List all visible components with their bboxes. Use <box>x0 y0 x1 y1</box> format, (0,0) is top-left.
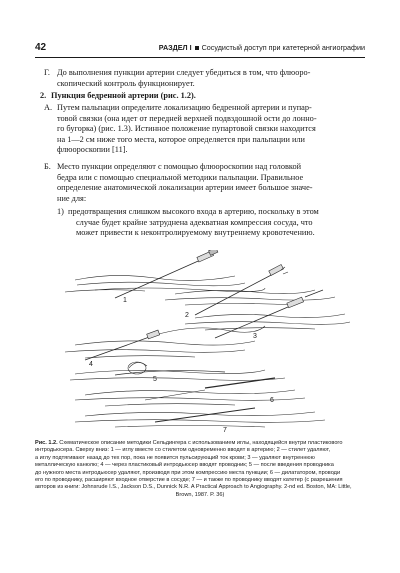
item-label: Б. <box>44 162 51 171</box>
figure-step-4-drawing <box>65 326 265 360</box>
header-rule <box>35 57 365 58</box>
caption-lead: Рис. 1.2. <box>35 440 58 446</box>
item-label: Г. <box>44 68 50 77</box>
text-line: До выполнения пункции артерии следует убедиться в том, что флюоро- <box>57 68 311 77</box>
text-line: скопический контроль функционирует. <box>57 78 195 88</box>
text-line: товой связки (она идет от передней верхней подвздошной ости до лонно- <box>57 113 317 123</box>
text-line: го бугорка) (рис. 1.3). Истинное положение пупартовой связки находится <box>57 124 316 134</box>
caption-line: авторов из книги: Johnsrude I.S., Jackson D.S., Dunnick N.R. A Practical Approach to Angiography. 2-nd ed. Boston, MA: Little, <box>35 484 352 491</box>
figure-label-1: 1 <box>123 297 127 304</box>
text-line: бедра или с помощью специальной методики пальпации. Правильное <box>57 172 304 182</box>
figure-step-3-drawing <box>185 290 350 338</box>
running-header <box>35 42 365 56</box>
page-number: 42 <box>35 42 47 53</box>
paragraph-g <box>44 68 372 89</box>
paragraph-b <box>44 162 372 204</box>
figure-label-6: 6 <box>270 397 274 404</box>
figure-label-5: 5 <box>153 376 157 383</box>
heading-text: Пункция бедренной артерии (рис. 1.2). <box>51 91 196 100</box>
caption-line: до нужного места интродьюсер удаляют, производя при этом компрессию места пункции; 6 — дилататором, проводи <box>35 469 341 476</box>
figure-step-2-drawing <box>165 264 335 315</box>
text-line: определение анатомической локализации артерии имеет большое значе- <box>57 183 313 193</box>
caption-line: его по проводнику, расширяют входное отверстие в сосуде; 7 — и также по проводнику вводят катетер (с разрешения <box>35 477 343 484</box>
caption-line: а иглу подтягивают назад до тех пор, пока не появится пульсирующий ток крови; 3 — удаляют внутреннюю <box>35 454 315 461</box>
caption-line: металлическую канюлю; 4 — через пластиковый интродьюсер вводят проводник; 5 — после введения проводника <box>35 462 334 469</box>
text-line: может привести к неконтролируемому внутреннему кровотечению. <box>76 228 315 238</box>
figure-caption <box>35 440 365 499</box>
text-line: на 1—2 см ниже того места, которое определяется при пальпации или <box>57 134 305 144</box>
caption-last-line: Brown, 1987. P. 36) <box>175 491 225 498</box>
paragraph-b-1 <box>57 207 372 239</box>
figure-step-7-drawing <box>75 408 325 427</box>
figure-step-5-drawing <box>70 362 285 380</box>
square-bullet-icon <box>195 46 199 50</box>
text-line: Путем пальпации определите локализацию бедренной артерии и пупар- <box>57 103 312 112</box>
text-line: предотвращения слишком высокого входа в артерию, поскольку в этом <box>68 207 319 216</box>
caption-line: Схематическое описание методики Сельдингера с использованием иглы, находящейся внутри пластикового <box>59 440 343 446</box>
caption-line: интродьюсера. Сверху вниз: 1 — иглу вместе со стилетом одновременно вводят в артерию; 2 — стилет удаляют, <box>35 447 331 454</box>
text-line: случае будет крайне затруднена адекватная компрессия сосуда, что <box>76 217 313 227</box>
paragraph-a <box>44 103 372 156</box>
figure-label-3: 3 <box>253 333 257 340</box>
item-label: 2. <box>40 91 47 100</box>
figure-label-2: 2 <box>185 312 189 319</box>
section-label: РАЗДЕЛ I <box>158 43 192 52</box>
item-label: А. <box>44 103 53 112</box>
text-line: Место пункции определяют с помощью флюороскопии над головкой <box>57 162 302 171</box>
running-title <box>159 43 365 53</box>
figure-label-7: 7 <box>223 427 227 434</box>
text-line: ние для: <box>57 193 87 203</box>
figure-label-4: 4 <box>89 361 93 368</box>
text-line: флюороскопии [11]. <box>57 145 128 155</box>
chapter-title: Сосудистый доступ при катетерной ангиографии <box>201 43 365 52</box>
item-label: 1) <box>57 207 64 216</box>
item-2-heading <box>40 91 368 102</box>
seldinger-technique-figure <box>55 250 355 435</box>
